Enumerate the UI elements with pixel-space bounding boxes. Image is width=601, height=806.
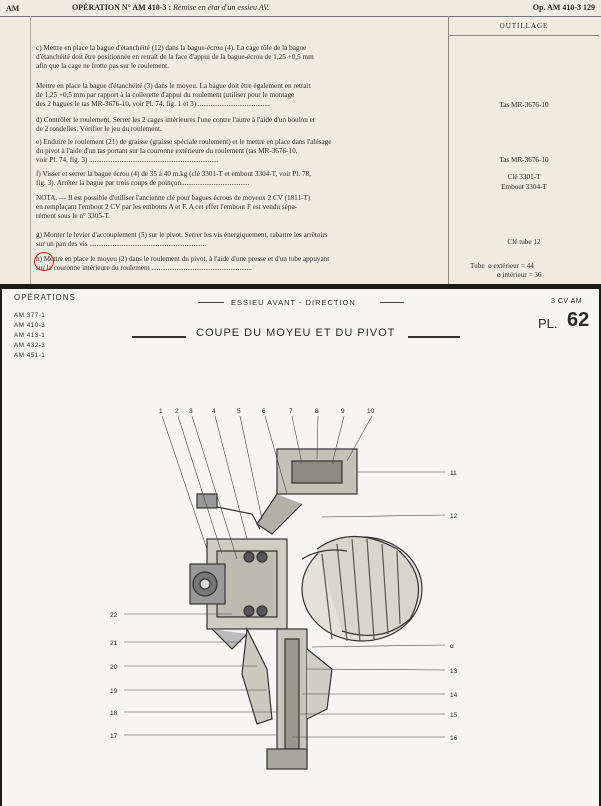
operation-item: AM 377-1 — [14, 312, 46, 319]
callout-5: 5 — [237, 408, 241, 415]
header-operation — [72, 3, 269, 12]
paragraph-nota: NOTA. — Il est possible d'utiliser l'ancienne clé pour bagues écrous de moyeux 2 CV (1811-T) en remplaçant l'embout 2 CV par les embouts A et F. A cet effet l'embout F est vendu sépa- rément sous le n° 3305-T. — [36, 194, 311, 220]
operations-title: OPÉRATIONS — [14, 293, 76, 302]
vehicle-model: 3 CV AM — [551, 298, 583, 305]
header-model: AM — [6, 4, 20, 13]
paragraph-c: c) Mettre en place la bague d'étanchéité (12) dans la bague-écrou (4). La cage tôle de la bague d'étanchéité doit être positionnée en retrait de la face d'appui de la bague-écrou de 1,25 +0,5 mm afin que la cage ne frotte pas sur le roulement. — [36, 44, 314, 70]
paragraph-g: g) Monter le levier d'accouplement (5) sur le pivot. Serrer les vis énergiquement, rabattre les arrêtoirs sur un pan des vis ................................................................. — [36, 231, 328, 248]
callout-22: 22 — [110, 612, 118, 619]
callout-19: 19 — [110, 688, 118, 695]
tooling-header: OUTILLAGE — [499, 22, 549, 30]
plate-number: 62 — [567, 309, 590, 331]
tool-tube: Tube ø extérieur = 44 — [470, 262, 534, 270]
callout-4: 4 — [212, 408, 216, 415]
callout-12: 12 — [450, 513, 458, 520]
callouts-right — [450, 470, 458, 742]
callout-8: 8 — [315, 408, 319, 415]
operation-number: OPÉRATION N° AM 410-3 : — [72, 3, 172, 12]
illustration-plate — [2, 289, 599, 806]
callout-9: 9 — [341, 408, 345, 415]
tooling-rule — [449, 35, 599, 36]
operation-item: AM 432-3 — [14, 342, 46, 349]
page-header — [0, 0, 601, 17]
paragraph-h: h) Mettre en place le moyeu (2) dans le roulement du pivot, à l'aide d'une presse et d'un tube appuyant sur la couronne intérieure du roulement ........................................................ — [36, 255, 330, 272]
tool-cle: Clé 3301-T — [507, 173, 541, 181]
callout-1: 1 — [159, 408, 163, 415]
paragraph-d: d) Contrôler le roulement. Serrer les 2 cages intérieures l'une contre l'autre à l'aide d'un boulon et de 2 rondelles. Vérifier le jeu du roulement. — [36, 116, 315, 133]
section-title: ESSIEU AVANT - DIRECTION — [231, 298, 356, 307]
callout-6: 6 — [262, 408, 266, 415]
highlight-circle — [34, 252, 54, 271]
callouts-left — [110, 612, 118, 740]
callout-17: 17 — [110, 733, 118, 740]
plate-label: PL. — [538, 316, 558, 331]
callout-11: 11 — [450, 470, 457, 477]
margin-rule — [30, 16, 31, 284]
plate-title: COUPE DU MOYEU ET DU PIVOT — [196, 327, 396, 339]
paragraph-c-cont: Mettre en place la bague d'étanchéité (3) dans le moyeu. La bague doit être également en retrait de 1,25 +0,5 mm par rapport à la collerette d'appui du roulement (utiliser pour le montage des 2 bagues le tas MR-3676-10, voir Pl. 74, fig. 1 et 3) ........................................ — [36, 82, 311, 108]
callout-alpha: α — [450, 643, 454, 650]
operation-item: AM 410-3 — [14, 322, 46, 329]
tool-tas: Tas MR-3676-10 — [499, 101, 549, 109]
callout-14: 14 — [450, 692, 458, 699]
hub-assembly — [190, 449, 422, 769]
paragraph-f: f) Visser et serrer la bague écrou (4) de 35 à 40 m.kg (clé 3301-T et embout 3304-T, voir Pl. 78, fig. 3). Arrêter la bague par trois coups de poinçon...................................... — [36, 170, 312, 187]
tool-tube-int: ø intérieur = 36 — [497, 271, 542, 279]
operation-item: AM 413-1 — [14, 332, 46, 339]
page-number: Op. AM 410-3 129 — [532, 3, 595, 12]
instruction-page — [0, 0, 601, 284]
callout-18: 18 — [110, 710, 118, 717]
tool-tas-2: Tas MR-3676-10 — [499, 156, 549, 164]
callout-16: 16 — [450, 735, 458, 742]
hub-pivot-drawing — [2, 289, 599, 806]
callout-15: 15 — [450, 712, 458, 719]
callout-13: 13 — [450, 668, 458, 675]
callout-2: 2 — [175, 408, 179, 415]
callout-10: 10 — [367, 408, 375, 415]
callout-3: 3 — [189, 408, 193, 415]
callout-21: 21 — [110, 640, 118, 647]
operation-item: AM 451-1 — [14, 352, 46, 359]
callout-20: 20 — [110, 664, 118, 671]
paragraph-e: e) Enduire le roulement (21) de graisse (graisse spéciale roulement) et le mettre en place dans l'alésage du pivot à l'aide d'un tas portant sur la couronne extérieure du roulement (tas MR-3676-10, voir Pl. 74, fig. 3) ........................................................................ — [36, 138, 332, 164]
callouts-top — [159, 408, 375, 415]
tool-embout: Embout 3304-T — [501, 183, 547, 191]
tool-cle-tube: Clé tube 12 — [507, 238, 541, 246]
callout-7: 7 — [289, 408, 293, 415]
operation-subtitle: Remise en état d'un essieu AV. — [173, 3, 270, 12]
